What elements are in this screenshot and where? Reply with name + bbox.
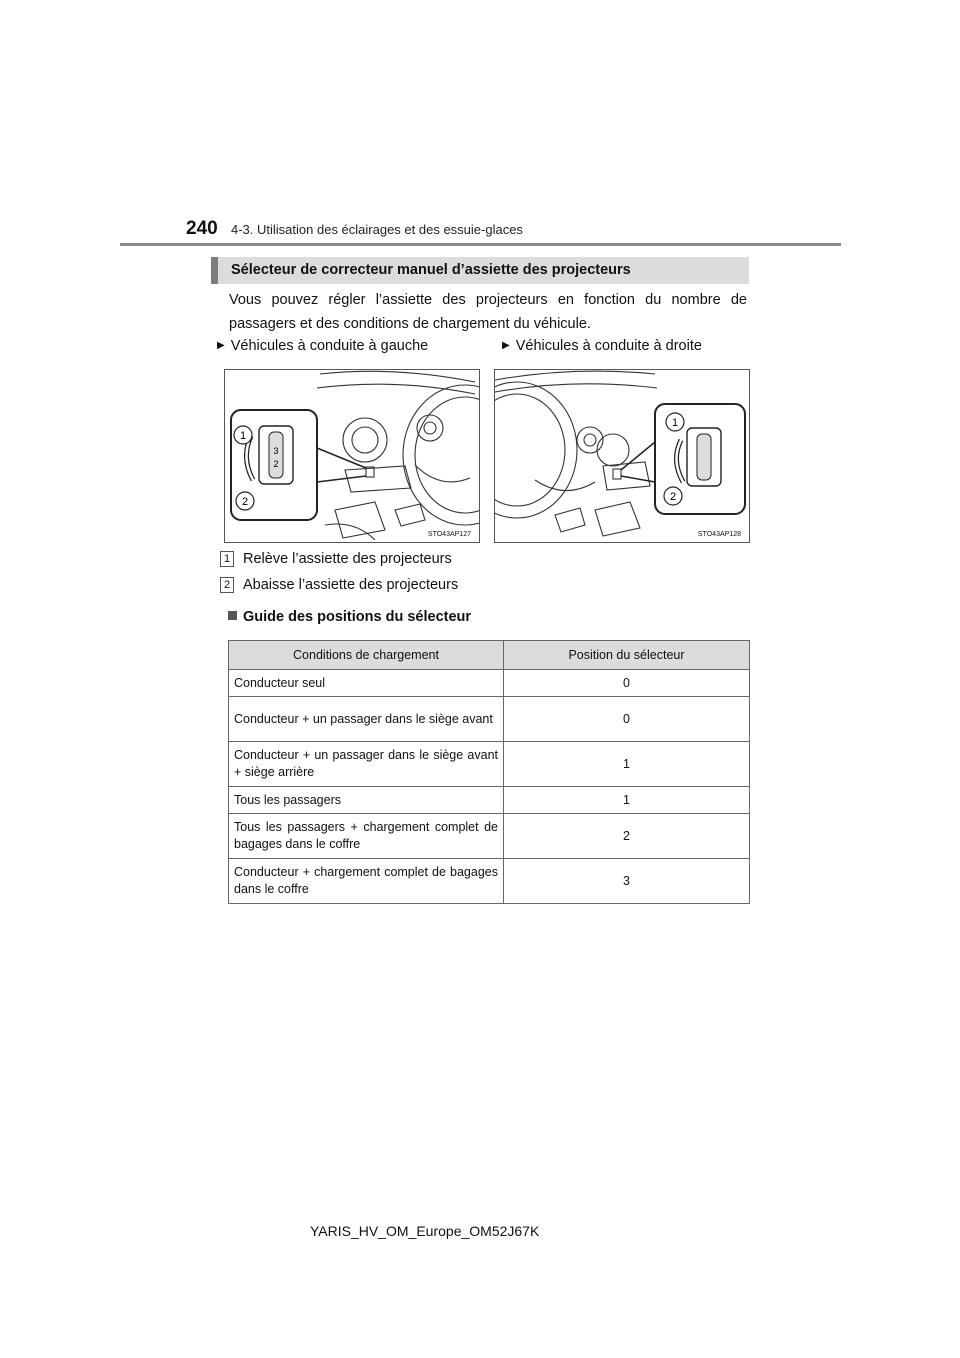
position-cell: 3	[504, 859, 750, 904]
condition-cell: Tous les passagers	[229, 787, 504, 814]
condition-cell: Conducteur + un passager dans le siège avant	[229, 697, 504, 742]
condition-cell: Conducteur seul	[229, 670, 504, 697]
table-row	[229, 814, 750, 859]
callout-1: 1	[671, 417, 679, 429]
variant-label-rhd	[502, 338, 702, 354]
condition-cell: Conducteur + chargement complet de bagages dans le coffre	[229, 859, 504, 904]
dial-mark-2: 2	[273, 459, 279, 469]
condition-cell: Conducteur + un passager dans le siège avant + siège arrière	[229, 742, 504, 787]
triangle-arrow-icon: ▶	[217, 340, 225, 351]
legend-item-1	[220, 551, 452, 567]
guide-title	[228, 609, 471, 625]
table-row	[229, 742, 750, 787]
illustration-code: STO43AP127	[427, 531, 471, 538]
column-header: Position du sélecteur	[504, 641, 750, 670]
callout-2: 2	[669, 491, 677, 503]
position-cell: 0	[504, 697, 750, 742]
position-cell: 1	[504, 742, 750, 787]
variant-label-text: Véhicules à conduite à droite	[515, 338, 702, 354]
table-row	[229, 697, 750, 742]
legend-text: Relève l’assiette des projecteurs	[243, 551, 452, 567]
legend-text: Abaisse l’assiette des projecteurs	[243, 577, 459, 593]
footer-manual-code: YARIS_HV_OM_Europe_OM52J67K	[310, 1223, 540, 1239]
callout-1: 1	[239, 430, 247, 442]
callout-2: 2	[241, 496, 249, 508]
table-header-row	[229, 641, 750, 670]
header-rule	[120, 243, 841, 246]
column-header: Conditions de chargement	[229, 641, 504, 670]
position-cell: 1	[504, 787, 750, 814]
variant-label-text: Véhicules à conduite à gauche	[230, 338, 429, 354]
section-header: 4-3. Utilisation des éclairages et des essuie-glaces	[231, 222, 523, 237]
illustration-rhd	[494, 369, 750, 543]
guide-title-text: Guide des positions du sélecteur	[243, 609, 472, 625]
triangle-arrow-icon: ▶	[502, 340, 510, 351]
table-row	[229, 670, 750, 697]
dashboard-lhd-drawing	[225, 370, 479, 542]
illustration-lhd	[224, 369, 480, 543]
illustration-code: STO43AP128	[697, 531, 741, 538]
condition-cell: Tous les passagers + chargement complet de bagages dans le coffre	[229, 814, 504, 859]
selector-position-table	[228, 640, 750, 904]
table-row	[229, 859, 750, 904]
legend-item-2	[220, 577, 458, 593]
page-number: 240	[186, 218, 218, 239]
section-title-bar	[211, 257, 749, 284]
square-bullet-icon	[228, 611, 237, 620]
position-cell: 0	[504, 670, 750, 697]
variant-label-lhd	[217, 338, 428, 354]
legend-number: 1	[220, 551, 234, 567]
table-row	[229, 787, 750, 814]
intro-paragraph: Vous pouvez régler l’assiette des projecteurs en fonction du nombre de passagers et des conditions de chargement du véhicule.	[229, 292, 747, 332]
section-title: Sélecteur de correcteur manuel d’assiette des projecteurs	[231, 262, 631, 278]
dial-mark-3: 3	[273, 446, 279, 456]
legend-number: 2	[220, 577, 234, 593]
position-cell: 2	[504, 814, 750, 859]
dashboard-rhd-drawing	[495, 370, 749, 542]
